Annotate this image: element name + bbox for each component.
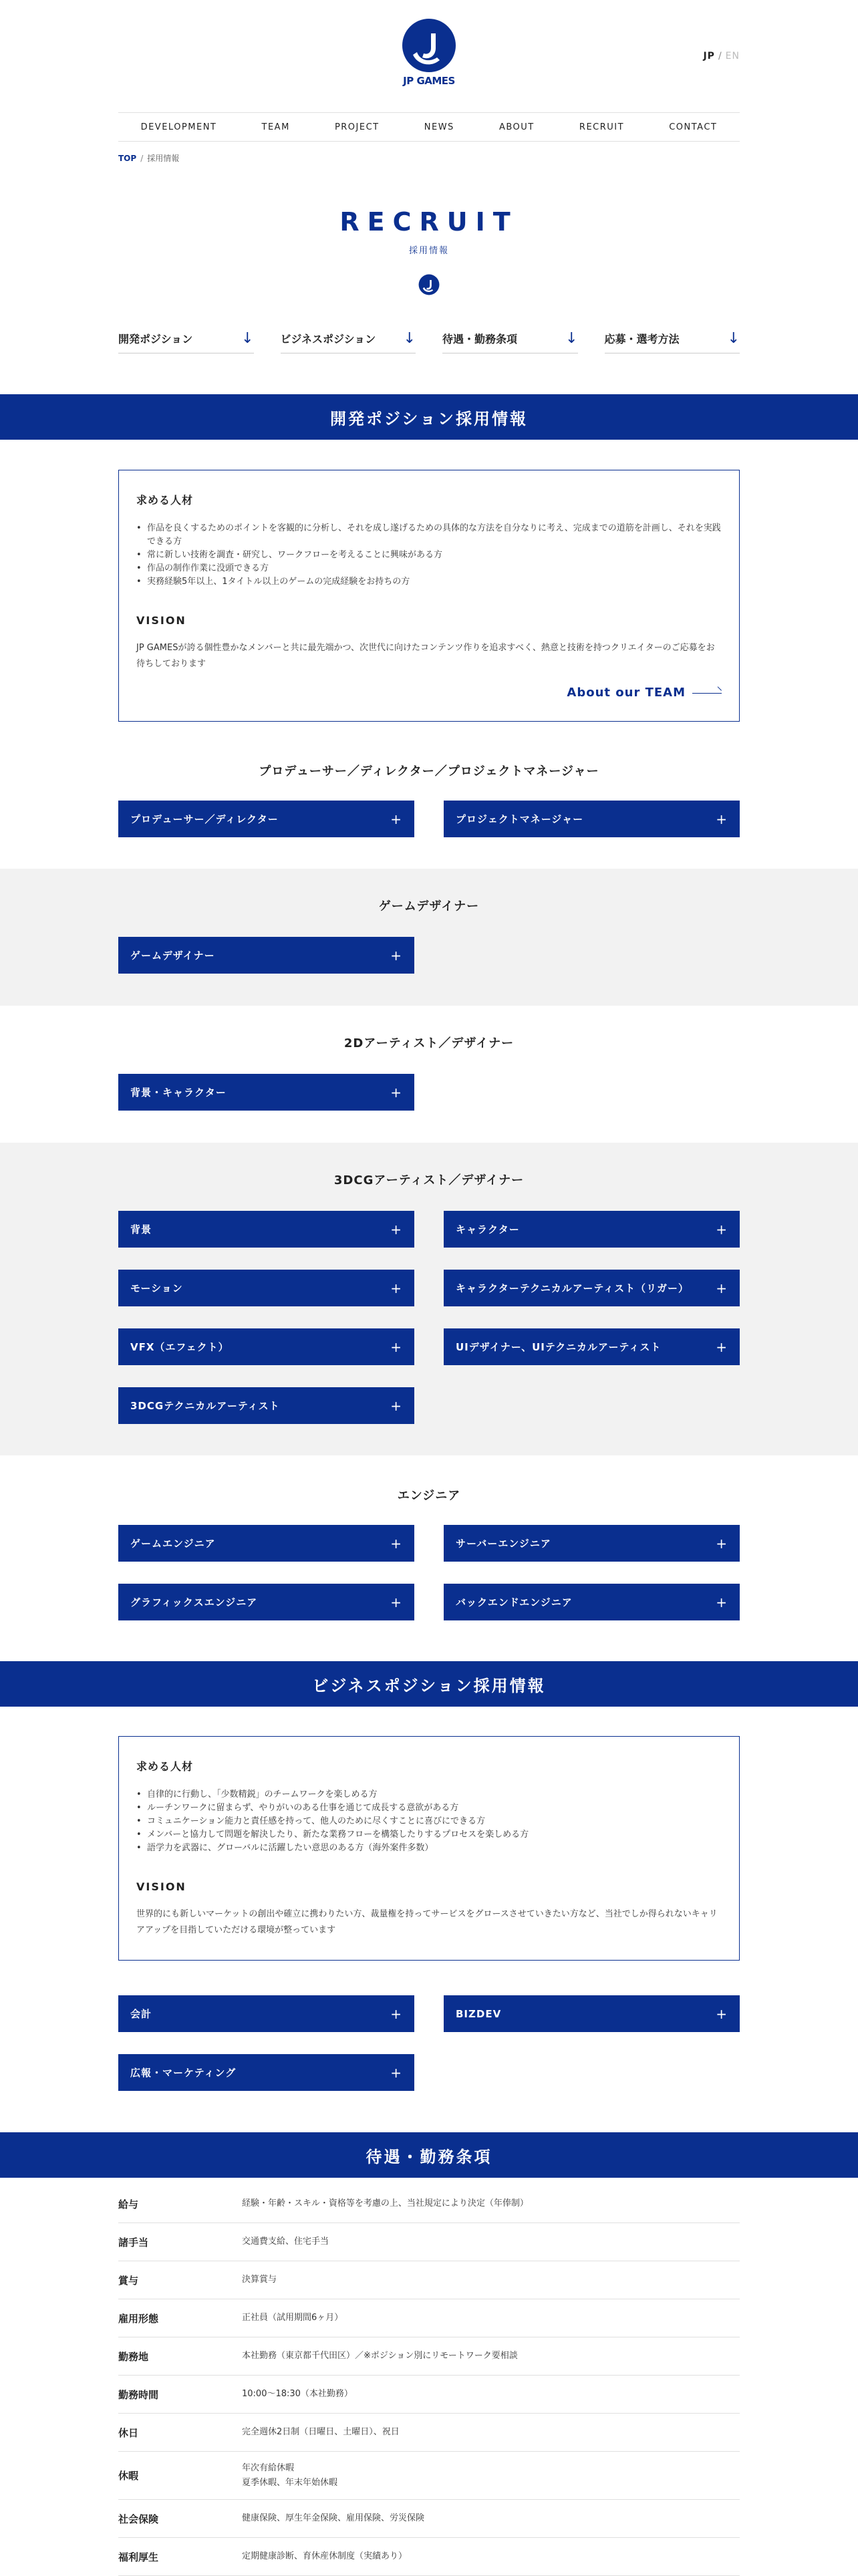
plus-icon: +	[716, 1594, 728, 1610]
row-value: 正社員（試用期間6ヶ月）	[242, 2313, 343, 2323]
table-row	[118, 2299, 740, 2337]
row-key: 給与	[118, 2198, 139, 2210]
list-item: • 作品の制作作業に没頭できる方	[136, 562, 722, 575]
breadcrumb-separator: /	[140, 154, 144, 163]
group-title: プロデューサー／ディレクター／プロジェクトマネージャー	[259, 764, 599, 778]
list-item: • 作品を良くするためのポイントを客観的に分析し、それを成し遂げるための具体的な方法を自分なりに考え、完成までの道筋を計画し、それを実践できる方	[136, 522, 722, 549]
position-button[interactable]	[444, 1525, 740, 1562]
anchor-business-positions[interactable]	[281, 324, 416, 353]
nav-contact[interactable]: CONTACT	[669, 122, 718, 132]
list-item: • 語学力を武器に、グローバルに活躍したい意思のある方（海外案件多数）	[136, 1842, 722, 1855]
dev-requirements-card	[118, 470, 740, 722]
dev-wanted-list	[136, 522, 722, 589]
row-value: 本社勤務（東京都千代田区）／※ポジション別にリモートワーク要相談	[242, 2351, 518, 2361]
anchor-label: 応募・選考方法	[604, 333, 680, 345]
table-row	[118, 2261, 740, 2299]
plus-icon: +	[390, 947, 402, 964]
position-label: グラフィックスエンジニア	[130, 1596, 258, 1608]
position-button[interactable]	[444, 1211, 740, 1248]
plus-icon: +	[716, 811, 728, 827]
list-item: • ルーチンワークに留まらず、やりがいのある仕事を通じて成長する意欲がある方	[136, 1802, 722, 1815]
row-value: 交通費支給、住宅手当	[242, 2237, 329, 2247]
page-hero	[0, 207, 858, 299]
plus-icon: +	[716, 1221, 728, 1238]
plus-icon: +	[390, 2064, 402, 2081]
table-row	[118, 2185, 740, 2223]
position-button[interactable]	[118, 1584, 414, 1620]
nav-team[interactable]: TEAM	[261, 122, 290, 132]
conditions-table	[118, 2185, 740, 2576]
position-label: 会計	[130, 2008, 152, 2020]
group-engineer	[0, 1455, 858, 1663]
about-team-label: About our TEAM	[567, 686, 686, 700]
position-label: サーバーエンジニア	[456, 1538, 551, 1550]
position-label: プロデューサー／ディレクター	[130, 813, 279, 825]
language-switcher	[703, 51, 740, 61]
group-producer	[0, 742, 858, 869]
position-button[interactable]	[444, 1270, 740, 1306]
arrow-down-icon: ↓	[727, 330, 740, 347]
position-button[interactable]	[444, 1328, 740, 1365]
position-label: プロジェクトマネージャー	[456, 813, 584, 825]
plus-icon: +	[390, 811, 402, 827]
arrow-down-icon: ↓	[565, 330, 578, 347]
row-key: 休暇	[118, 2470, 139, 2482]
plus-icon: +	[716, 2005, 728, 2022]
position-label: キャラクターテクニカルアーティスト（リガー）	[456, 1282, 690, 1294]
position-button[interactable]	[444, 801, 740, 837]
position-label: ゲームエンジニア	[130, 1538, 216, 1550]
plus-icon: +	[390, 1280, 402, 1296]
lang-jp[interactable]: JP	[703, 51, 715, 61]
position-label: VFX（エフェクト）	[130, 1341, 229, 1353]
position-label: 背景・キャラクター	[130, 1087, 227, 1099]
position-label: 背景	[130, 1224, 152, 1236]
position-button[interactable]	[444, 1995, 740, 2032]
nav-development[interactable]: DEVELOPMENT	[140, 122, 217, 132]
anchor-conditions[interactable]	[442, 324, 578, 353]
anchor-label: 開発ポジション	[118, 333, 193, 345]
anchor-application[interactable]	[605, 324, 740, 353]
list-item: • コミュニケーション能力と責任感を持って、他人のために尽くすことに喜びにできる方	[136, 1815, 722, 1828]
lang-separator: /	[718, 51, 722, 61]
arrow-down-icon: ↓	[241, 330, 254, 347]
row-value: 健康保険、厚生年金保険、雇用保険、労災保険	[242, 2513, 425, 2523]
arrow-down-icon: ↓	[403, 330, 416, 347]
breadcrumb	[118, 152, 179, 164]
biz-wanted-title: 求める人材	[136, 1760, 194, 1773]
row-key: 賞与	[118, 2274, 139, 2287]
group-title: 3DCGアーティスト／デザイナー	[333, 1173, 525, 1187]
arrow-right-icon	[692, 693, 722, 694]
about-team-link[interactable]	[136, 686, 722, 700]
table-row	[118, 2223, 740, 2261]
page-title: RECRUIT	[339, 207, 519, 237]
dev-section-band: 開発ポジション採用情報	[0, 394, 858, 440]
group-game-designer	[0, 869, 858, 1006]
plus-icon: +	[390, 1397, 402, 1414]
site-header	[0, 0, 858, 110]
nav-project[interactable]: PROJECT	[334, 122, 380, 132]
table-row	[118, 2538, 740, 2576]
lang-en[interactable]: EN	[725, 51, 740, 61]
table-row	[118, 2376, 740, 2414]
group-3dcg-artist	[0, 1143, 858, 1455]
breadcrumb-top[interactable]: TOP	[118, 154, 137, 163]
position-button[interactable]	[118, 2054, 414, 2091]
position-label: ゲームデザイナー	[130, 950, 215, 962]
nav-news[interactable]: NEWS	[424, 122, 454, 132]
plus-icon: +	[390, 2005, 402, 2022]
position-label: 広報・マーケティング	[130, 2067, 237, 2079]
plus-icon: +	[390, 1084, 402, 1101]
position-button[interactable]	[118, 1525, 414, 1562]
row-key: 勤務地	[118, 2350, 149, 2363]
nav-about[interactable]: ABOUT	[498, 122, 535, 132]
business-section-band: ビジネスポジション採用情報	[0, 1661, 858, 1707]
group-2d-artist	[0, 1006, 858, 1143]
row-key: 雇用形態	[118, 2312, 159, 2325]
row-value: 決算賞与	[242, 2275, 277, 2285]
page-subtitle: 採用情報	[408, 246, 449, 256]
position-button[interactable]	[118, 1270, 414, 1306]
position-label: バックエンドエンジニア	[456, 1596, 573, 1608]
biz-vision-text: 世界的にも新しいマーケットの創出や確立に携わりたい方、裁量権を持ってサービスをグロースさせていきたい方など、当社でしか得られないキャリアアップを目指していただける環境が整っています	[136, 1909, 718, 1935]
row-value: 完全週休2日制（日曜日、土曜日）、祝日	[242, 2427, 400, 2437]
anchor-dev-positions[interactable]	[118, 324, 254, 353]
position-button[interactable]	[118, 1387, 414, 1424]
position-label: UIデザイナー、UIテクニカルアーティスト	[456, 1341, 662, 1353]
position-button[interactable]	[444, 1584, 740, 1620]
position-button[interactable]	[118, 1995, 414, 2032]
position-label: モーション	[130, 1282, 183, 1294]
plus-icon: +	[716, 1280, 728, 1296]
plus-icon: +	[716, 1535, 728, 1552]
group-title: ゲームデザイナー	[378, 899, 480, 913]
position-label: BIZDEV	[456, 2007, 502, 2020]
jp-games-logo-icon	[400, 19, 458, 72]
table-row	[118, 2337, 740, 2376]
table-row	[118, 2414, 740, 2452]
section-anchor-links	[118, 324, 740, 353]
breadcrumb-current: 採用情報	[147, 154, 180, 163]
group-title: 2Dアーティスト／デザイナー	[343, 1036, 515, 1050]
plus-icon: +	[390, 1594, 402, 1610]
list-item: • 常に新しい技術を調査・研究し、ワークフローを考えることに興味がある方	[136, 549, 722, 562]
row-value: 経験・年齢・スキル・資格等を考慮の上、当社規定により決定（年俸制）	[242, 2198, 529, 2208]
position-button[interactable]	[118, 801, 414, 837]
row-value: 10:00〜18:30（本社勤務）	[242, 2389, 353, 2399]
plus-icon: +	[390, 1338, 402, 1355]
list-item: • 実務経験5年以上、1タイトル以上のゲームの完成経験をお持ちの方	[136, 575, 722, 589]
table-row	[118, 2452, 740, 2500]
anchor-label: ビジネスポジション	[280, 333, 376, 345]
dev-vision-text: JP GAMESが誇る個性豊かなメンバーと共に最先端かつ、次世代に向けたコンテンツ作りを追求すべく、熱意と技術を持つクリエイターのご応募をお待ちしております	[136, 643, 715, 669]
dev-wanted-title: 求める人材	[136, 494, 194, 507]
row-key: 福利厚生	[118, 2551, 159, 2563]
business-requirements-card	[118, 1736, 740, 1961]
group-title: エンジニア	[397, 1489, 461, 1503]
logo-text: JP GAMES	[403, 75, 455, 87]
plus-icon: +	[390, 1221, 402, 1238]
row-key: 休日	[118, 2426, 139, 2439]
position-button[interactable]	[118, 1211, 414, 1248]
main-nav	[118, 112, 740, 142]
table-row	[118, 2500, 740, 2538]
plus-icon: +	[716, 1338, 728, 1355]
row-key: 社会保険	[118, 2513, 159, 2525]
biz-vision-title: VISION	[136, 1880, 186, 1893]
row-key: 勤務時間	[118, 2388, 159, 2401]
position-button[interactable]	[118, 1074, 414, 1111]
biz-wanted-list	[136, 1788, 722, 1855]
row-key: 諸手当	[118, 2236, 149, 2249]
row-value: 定期健康診断、育休産休制度（実績あり）	[242, 2551, 408, 2561]
site-logo[interactable]	[400, 19, 458, 87]
anchor-label: 待遇・勤務条項	[442, 333, 518, 345]
dev-vision-title: VISION	[136, 614, 186, 627]
list-item: • メンバーと協力して問題を解決したり、新たな業務フローを構築したりするプロセスを楽しめる方	[136, 1828, 722, 1842]
conditions-section-band: 待遇・勤務条項	[0, 2132, 858, 2178]
row-value-line: 年次有給休暇	[242, 2462, 295, 2473]
row-value-line: 夏季休暇、年末年始休暇	[242, 2477, 338, 2488]
nav-recruit[interactable]: RECRUIT	[579, 122, 625, 132]
small-logo-icon	[418, 273, 440, 296]
position-button[interactable]	[118, 1328, 414, 1365]
plus-icon: +	[390, 1535, 402, 1552]
position-label: 3DCGテクニカルアーティスト	[130, 1400, 280, 1412]
position-label: キャラクター	[456, 1224, 520, 1236]
position-button[interactable]	[118, 937, 414, 974]
list-item: • 自律的に行動し、「少数精鋭」のチームワークを楽しめる方	[136, 1788, 722, 1802]
row-value	[242, 2461, 740, 2490]
